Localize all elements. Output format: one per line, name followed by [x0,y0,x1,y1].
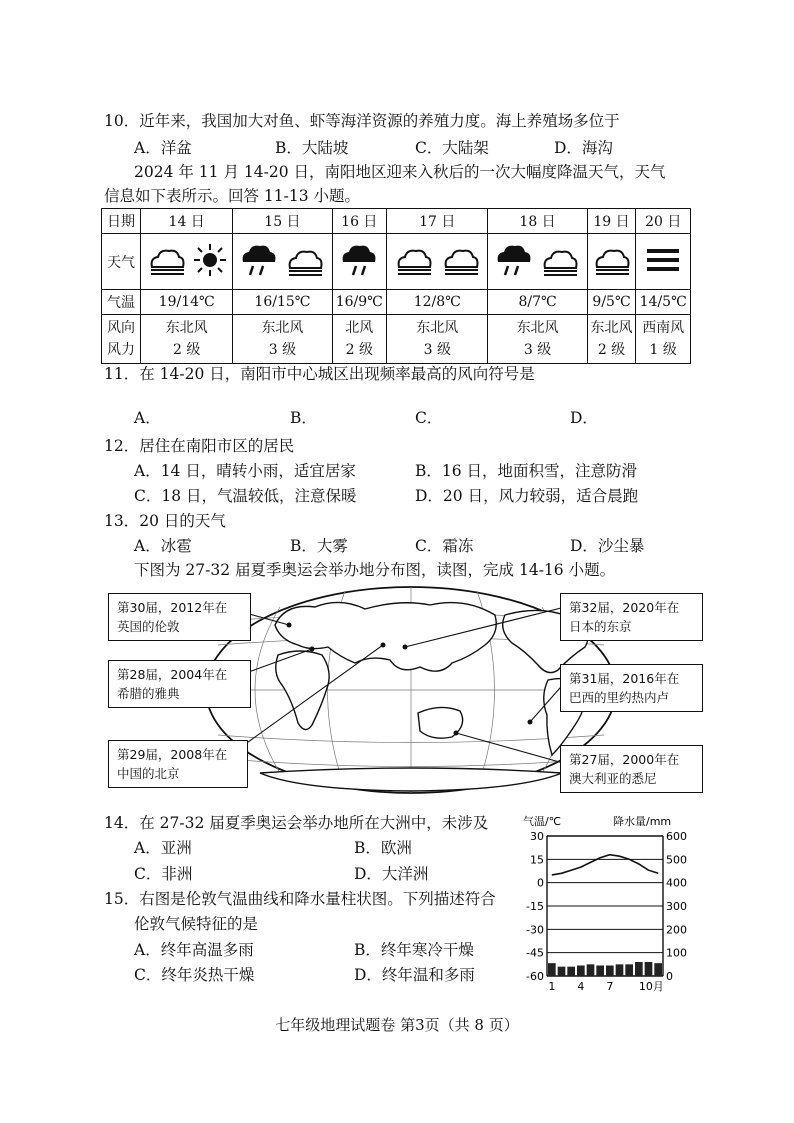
date-cell: 17 日 [387,209,488,234]
weather-table [101,208,691,364]
weather-cell [488,234,587,290]
q15-option-a[interactable]: A．终年高温多雨 [134,941,254,959]
wind-cell [636,315,691,364]
q15-option-b[interactable]: B．终年寒冷干燥 [354,941,474,959]
chart-right-tick-label: 300 [666,900,687,913]
cloud-icon [146,243,188,277]
precip-bar [596,966,604,977]
label-rio: 第31届，2016年在 巴西的里约热内卢 [560,664,703,712]
weather-cell [332,234,387,290]
london-climate-chart [515,812,695,1000]
q13-stem: 13．20 日的天气 [104,512,226,530]
q11-option-c[interactable]: C． [415,409,443,427]
q15-option-c[interactable]: C．终年炎热干燥 [134,966,255,984]
page-footer: 七年级地理试题卷 第3页（共 8 页） [275,1016,519,1034]
rain-cloud-icon [494,242,534,278]
wind-cell [233,315,332,364]
wind-dir: 东北风 [416,320,459,336]
temp-cell: 16/9℃ [332,290,387,315]
q12-stem: 12．居住在南阳市区的居民 [104,437,295,455]
wind-dir: 东北风 [165,320,208,336]
temp-cell: 16/15℃ [233,290,332,315]
q13-option-d[interactable]: D．沙尘暴 [570,537,645,555]
chart-x-tick-label: 7 [606,980,614,993]
chart-ticks-right [666,830,687,983]
chart-x-tick-label: 1 [548,980,556,993]
chart-xticks [548,980,664,993]
q12-option-c[interactable]: C．18 日，气温较低，注意保暖 [134,487,357,505]
q10-option-c[interactable]: C．大陆架 [415,139,489,157]
row-label-weather: 天气 [102,234,141,290]
q12-option-b[interactable]: B．16 日，地面积雪，注意防滑 [415,462,638,480]
cloud-icon [393,243,435,277]
precip-bar [645,962,653,976]
wind-dir: 东北风 [261,320,304,336]
wind-dir: 东北风 [516,320,559,336]
precip-bar [606,966,614,977]
date-cell: 16 日 [332,209,387,234]
wind-force: 1 级 [649,342,677,358]
sun-icon [193,243,227,277]
temp-cell: 9/5℃ [587,290,636,315]
cloud-icon [591,243,633,277]
chart-ylabel-right: 降水量/mm [613,815,672,828]
chart-right-tick-label: 0 [666,970,673,983]
temp-cell: 12/8℃ [387,290,488,315]
wind-cell [332,315,387,364]
q14-option-a[interactable]: A．亚洲 [134,839,192,857]
wind-force: 3 级 [268,342,297,358]
q14-option-b[interactable]: B．欧洲 [354,839,412,857]
precip-bar [625,964,633,976]
chart-left-tick-label: -15 [526,900,544,913]
temp-cell: 14/5℃ [636,290,691,315]
temp-cell: 8/7℃ [488,290,587,315]
chart-bars [548,962,662,976]
precip-bar [616,964,624,976]
wind-dir: 西南风 [642,320,685,336]
q14-option-d[interactable]: D．大洋洲 [354,865,429,883]
date-cell: 14 日 [141,209,233,234]
row-label-wind-dir: 风向 [107,320,135,336]
rain-cloud-icon [339,242,379,278]
wind-force: 3 级 [523,342,552,358]
weather-cell [233,234,332,290]
q11-stem: 11．在 14-20 日，南阳市中心城区出现频率最高的风向符号是 [104,365,535,383]
wind-force: 2 级 [597,342,626,358]
fog-icon [643,245,683,275]
chart-left-tick-label: -60 [526,970,544,983]
precip-bar [548,963,556,976]
chart-right-tick-label: 400 [666,876,687,890]
weather-cell [587,234,636,290]
chart-right-tick-label: 100 [666,946,687,960]
q14-stem: 14．在 27-32 届夏季奥运会举办地所在大洲中，未涉及 [104,814,489,832]
row-label-temp: 气温 [102,290,141,315]
q14-option-c[interactable]: C．非洲 [134,865,193,883]
q13-option-c[interactable]: C．霜冻 [415,537,474,555]
row-label-wind [102,315,141,364]
precip-bar [567,967,575,976]
wind-cell [387,315,488,364]
wind-force: 2 级 [345,342,373,358]
q10-option-d[interactable]: D．海沟 [554,139,613,157]
cloud-icon [539,244,581,278]
intro-2: 下图为 27-32 届夏季奥运会举办地分布图，读图，完成 14-16 小题。 [134,561,616,579]
wind-dir: 北风 [345,320,374,336]
label-tokyo: 第32届，2020年在 日本的东京 [560,593,703,641]
q13-option-a[interactable]: A．冰雹 [134,537,192,555]
q10-stem: 10．近年来，我国加大对鱼、虾等海洋资源的养殖力度。海上养殖场多位于 [104,112,620,130]
chart-left-tick-label: -45 [526,946,544,960]
precip-bar [587,964,595,976]
precip-bar [635,962,643,976]
chart-x-tick-label: 10月 [638,980,664,993]
q15-option-d[interactable]: D．终年温和多雨 [354,966,475,984]
weather-cell [387,234,488,290]
row-label-wind-force: 风力 [107,342,135,358]
chart-right-tick-label: 600 [666,830,687,843]
chart-right-tick-label: 500 [666,853,687,867]
weather-cell [141,234,233,290]
label-london: 第30届，2012年在 英国的伦敦 [108,593,251,641]
q12-option-a[interactable]: A．14 日，晴转小雨，适宜居家 [134,462,356,480]
rain-cloud-icon [239,242,279,278]
label-athens: 第28届，2004年在 希腊的雅典 [108,660,251,708]
intro-1-line2: 信息如下表所示。回答 11-13 小题。 [104,187,361,205]
wind-dir: 东北风 [590,320,633,336]
temp-cell: 19/14℃ [141,290,233,315]
q15-stem-line1: 15．右图是伦敦气温曲线和降水量柱状图。下列描述符合 [104,890,496,908]
precip-bar [577,966,585,977]
row-label-date: 日期 [102,209,141,234]
chart-x-tick-label: 4 [577,980,585,993]
date-cell: 20 日 [636,209,691,234]
temperature-line [552,855,658,875]
chart-ylabel-left: 气温/℃ [523,815,562,828]
chart-left-tick-label: 15 [530,853,544,867]
date-cell: 18 日 [488,209,587,234]
q11-option-a[interactable]: A． [134,409,161,427]
q10-option-a[interactable]: A．洋盆 [134,139,192,157]
wind-cell [141,315,233,364]
label-sydney: 第27届，2000年在 澳大利亚的悉尼 [560,745,703,793]
wind-force: 3 级 [423,342,451,358]
q12-option-d[interactable]: D．20 日，风力较弱，适合晨跑 [415,487,639,505]
weather-cell [636,234,691,290]
q11-option-d[interactable]: D． [570,409,598,427]
q15-stem-line2: 伦敦气候特征的是 [134,915,259,933]
q13-option-b[interactable]: B．大雾 [290,537,348,555]
date-cell: 15 日 [233,209,332,234]
label-beijing: 第29届，2008年在 中国的北京 [108,740,248,788]
cloud-icon [284,244,326,278]
chart-left-tick-label: 30 [530,830,544,843]
q10-option-b[interactable]: B．大陆坡 [275,139,349,157]
wind-force: 2 级 [173,342,201,358]
chart-ticks-left [526,830,544,983]
intro-1-line1: 2024 年 11 月 14-20 日，南阳地区迎来入秋后的一次大幅度降温天气，天气 [134,163,666,181]
wind-cell [587,315,636,364]
q11-option-b[interactable]: B． [290,409,317,427]
precip-bar [654,963,662,976]
cloud-icon [440,243,482,277]
chart-line [552,855,658,875]
date-cell: 19 日 [587,209,636,234]
chart-left-tick-label: -30 [526,923,544,937]
precip-bar [558,967,566,976]
chart-right-tick-label: 200 [666,923,687,937]
chart-left-tick-label: 0 [537,876,544,890]
wind-cell [488,315,587,364]
